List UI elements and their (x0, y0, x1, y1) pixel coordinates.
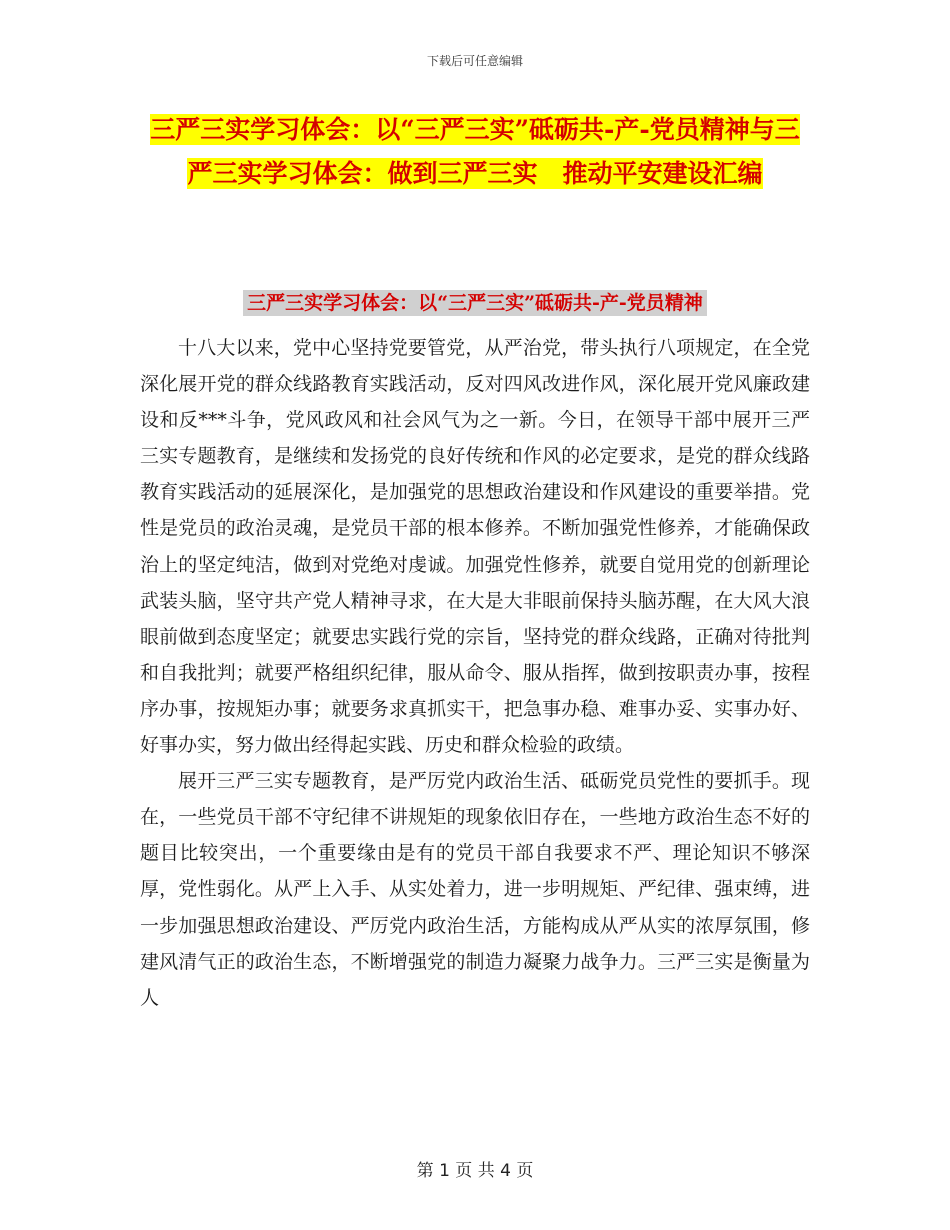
document-body (140, 330, 810, 1016)
section-heading (140, 288, 810, 315)
page-header: 下载后可任意编辑 (426, 54, 523, 68)
paragraph: 十八大以来，党中心坚持党要管党，从严治党，带头执行八项规定，在全党深化展开党的群众线路教育实践活动，反对四风改进作风，深化展开党风廉政建设和反***斗争，党风政风和社会风气为之一新。今日，在领导干部中展开三严三实专题教育，是继续和发扬党的良好传统和作风的必定要求，是党的群众线路教育实践活动的延展深化，是加强党的思想政治建设和作风建设的重要举措。党性是党员的政治灵魂，是党员干部的根本修养。不断加强党性修养，才能确保政治上的坚定纯洁，做到对党绝对虔诚。加强党性修养，就要自觉用党的创新理论武装头脑，坚守共产党人精神寻求，在大是大非眼前保持头脑苏醒，在大风大浪眼前做到态度坚定；就要忠实践行党的宗旨，坚持党的群众线路，正确对待批判和自我批判；就要严格组织纪律，服从命令、服从指挥，做到按职责办事，按程序办事，按规矩办事；就要务求真抓实干，把急事办稳、难事办妥、实事办好、好事办实，努力做出经得起实践、历史和群众检验的政绩。 (140, 337, 810, 757)
document-title-text: 三严三实学习体会：以“三严三实”砥砺共-产-党员精神与三严三实学习体会：做到三严三实 推动平安建设汇编 (150, 115, 800, 188)
page-footer: 第 1 页 共 4 页 (416, 1161, 534, 1181)
document-title (140, 108, 810, 196)
section-heading-text: 三严三实学习体会：以“三严三实”砥砺共-产-党员精神 (243, 290, 707, 316)
paragraph: 展开三严三实专题教育，是严厉党内政治生活、砥砺党员党性的要抓手。现在，一些党员干部不守纪律不讲规矩的现象依旧存在，一些地方政治生态不好的题目比较突出，一个重要缘由是有的党员干部自我要求不严、理论知识不够深厚，党性弱化。从严上入手、从实处着力，进一步明规矩、严纪律、强束缚，进一步加强思想政治建设、严厉党内政治生活，方能构成从严从实的浓厚氛围，修建风清气正的政治生态，不断增强党的制造力凝聚力战争力。三严三实是衡量为人 (140, 770, 810, 1009)
